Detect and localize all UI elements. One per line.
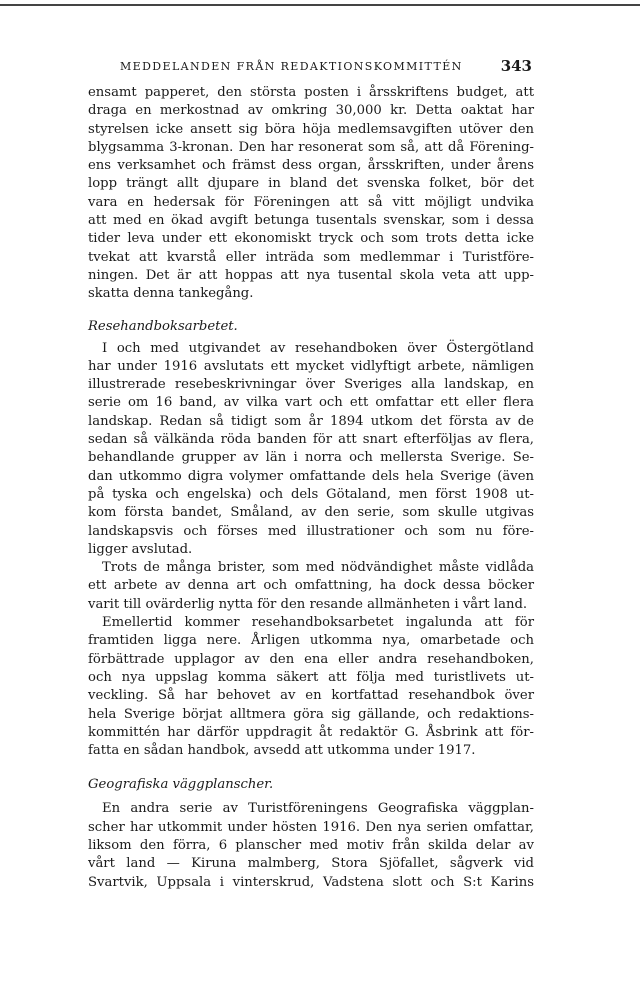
- text-line: scher har utkommit under hösten 1916. Den nya serien omfattar,: [88, 819, 534, 835]
- paragraph: [88, 614, 534, 760]
- text-line: behandlande grupper av län i norra och mellersta Sverige. Se-: [88, 450, 534, 466]
- text-line: ligger avslutad.: [88, 541, 193, 557]
- text-line: kommittén har därför uppdragit åt redaktör G. Åsbrink att för-: [88, 724, 534, 740]
- section-heading-resehandboksarbetet: Resehandboksarbetet.: [88, 318, 238, 334]
- text-line: En andra serie av Turistföreningens Geografiska väggplan-: [102, 801, 534, 817]
- text-line: skatta denna tankegång.: [88, 286, 254, 302]
- text-line: varit till ovärderlig nytta för den resande allmänheten i vårt land.: [88, 596, 528, 612]
- text-line: styrelsen icke ansett sig böra höja medlemsavgiften utöver den: [88, 121, 534, 137]
- text-line: vårt land — Kiruna malmberg, Stora Sjöfallet, sågverk vid: [88, 856, 534, 872]
- text-line: sedan så välkända röda banden för att snart efterföljas av flera,: [88, 432, 534, 448]
- text-line: lopp trängt allt djupare in bland det svenska folket, bör det: [88, 176, 534, 192]
- text-line: illustrerade resebeskrivningar över Sveriges alla landskap, en: [88, 377, 534, 393]
- top-rule: [0, 4, 640, 6]
- text-line: landskapsvis och förses med illustrationer och som nu före-: [88, 523, 534, 539]
- text-line: liksom den förra, 6 planscher med motiv från skilda delar av: [88, 837, 534, 853]
- text-line: på tyska och engelska) och dels Götaland, men först 1908 ut-: [88, 486, 534, 502]
- page-number: 343: [500, 57, 532, 75]
- text-line: blygsamma 3-kronan. Den har resonerat som så, att då Förening-: [88, 139, 534, 155]
- paragraph: [88, 340, 534, 560]
- text-line: Svartvik, Uppsala i vinterskrud, Vadstena slott och S:t Karins: [88, 874, 534, 890]
- text-line: fatta en sådan handbok, avsedd att utkomma under 1917.: [88, 743, 476, 759]
- text-line: draga en merkostnad av omkring 30,000 kr. Detta oaktat har: [88, 103, 534, 119]
- text-line: framtiden ligga nere. Årligen utkomma nya, omarbetade och: [88, 633, 534, 649]
- text-line: Emellertid kommer resehandboksarbetet ingalunda att för: [102, 615, 534, 631]
- paragraph: [88, 800, 534, 891]
- text-line: tvekat att kvarstå eller inträda som medlemmar i Turistföre-: [88, 249, 534, 265]
- text-line: I och med utgivandet av resehandboken över Östergötland: [102, 340, 534, 356]
- text-line: har under 1916 avslutats ett mycket vidlyftigt arbete, nämligen: [88, 358, 534, 374]
- text-line: landskap. Redan så tidigt som år 1894 utkom det första av de: [88, 413, 534, 429]
- text-line: ens verksamhet och främst dess organ, årsskriften, under årens: [88, 158, 534, 174]
- text-line: tider leva under ett ekonomiskt tryck och som trots detta icke: [88, 231, 534, 247]
- running-title: MEDDELANDEN FRÅN REDAKTIONSKOMMITTÉN: [120, 60, 463, 73]
- text-line: dan utkommo digra volymer omfattande dels hela Sverige (även: [88, 468, 534, 484]
- text-line: hela Sverige börjat alltmera göra sig gällande, och redaktions-: [88, 706, 534, 722]
- text-line: ett arbete av denna art och omfattning, ha dock dessa böcker: [88, 578, 534, 594]
- text-line: Trots de många brister, som med nödvändighet måste vidlåda: [102, 560, 534, 576]
- text-line: serie om 16 band, av vilka vart och ett omfattar ett eller flera: [88, 395, 534, 411]
- page-header: [120, 57, 532, 80]
- text-line: och nya uppslag komma säkert att följa med turistlivets ut-: [88, 669, 534, 685]
- text-line: ensamt papperet, den största posten i årsskriftens budget, att: [88, 85, 534, 100]
- text-line: förbättrade upplagor av den ena eller andra resehandboken,: [88, 651, 534, 667]
- section-heading-geografiska-vaggplanscher: Geografiska väggplanscher.: [88, 777, 274, 793]
- text-line: att med en ökad avgift betunga tusentals svenskar, som i dessa: [88, 213, 534, 229]
- paragraph-continued: [88, 84, 534, 304]
- paragraph: [88, 559, 534, 614]
- text-line: vara en hedersak för Föreningen att så vitt möjligt undvika: [88, 194, 534, 210]
- text-line: ningen. Det är att hoppas att nya tusental skola veta att upp-: [88, 267, 534, 283]
- text-line: veckling. Så har behovet av en kortfattad resehandbok över: [88, 688, 534, 704]
- page-body: [88, 84, 534, 892]
- text-line: kom första bandet, Småland, av den serie, som skulle utgivas: [88, 505, 534, 521]
